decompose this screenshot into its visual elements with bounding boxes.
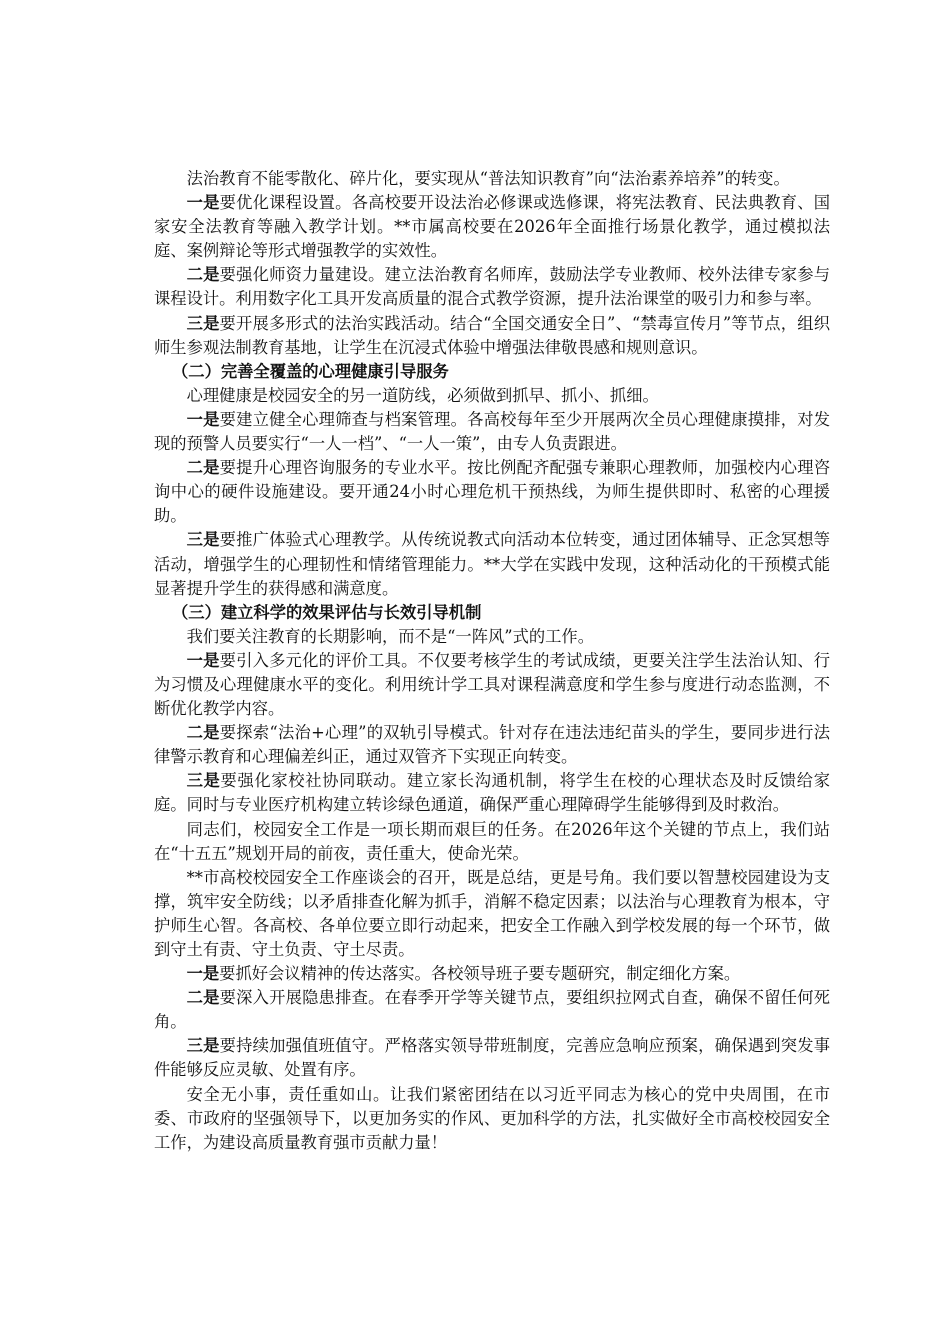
paragraph-text: **市高校校园安全工作座谈会的召开，既是总结，更是号角。我们要以智慧校园建设为支撑，筑牢安全防线；以矛盾排查化解为抓手，消解不稳定因素；以法治与心理教育为根本，守护师生心智。各高校、各单位要立即行动起来，把安全工作融入到学校发展的每一个环节，做到守土有责、守土负责、守土尽责。 [154,867,830,959]
paragraph [154,312,830,360]
paragraph [154,649,830,721]
section-heading: （二）完善全覆盖的心理健康引导服务 [172,361,449,381]
paragraph-text: 要强化师资力量建设。建立法治教育名师库，鼓励法学专业教师、校外法律专家参与课程设计。利用数字化工具开发高质量的混合式教学资源，提升法治课堂的吸引力和参与率。 [154,265,830,309]
paragraph [154,1083,830,1155]
paragraph-lead: 一是 [186,964,220,984]
paragraph [154,408,830,456]
paragraph [154,625,830,649]
paragraph-text: 要持续加强值班值守。严格落实领导带班制度，完善应急响应预案，确保遇到突发事件能够反应灵敏、处置有序。 [154,1036,830,1080]
paragraph-text: 要探索“法治+心理”的双轨引导模式。针对存在违法违纪苗头的学生，要同步进行法律警示教育和心理偏差纠正，通过双管齐下实现正向转变。 [154,723,830,767]
paragraph-lead: 一是 [186,193,220,213]
paragraph-text: 我们要关注教育的长期影响，而不是“一阵风”式的工作。 [186,626,594,646]
paragraph-text: 要推广体验式心理教学。从传统说教式向活动本位转变，通过团体辅导、正念冥想等活动，增强学生的心理韧性和情绪管理能力。**大学在实践中发现，这种活动化的干预模式能显著提升学生的获得感和满意度。 [154,530,830,598]
paragraph-lead: 一是 [186,650,220,670]
paragraph-lead: 三是 [186,313,220,333]
paragraph-text: 要强化家校社协同联动。建立家长沟通机制，将学生在校的心理状态及时反馈给家庭。同时与专业医疗机构建立转诊绿色通道，确保严重心理障碍学生能够得到及时救治。 [154,771,830,815]
document-body [154,167,830,1155]
paragraph-text: 心理健康是校园安全的另一道防线，必须做到抓早、抓小、抓细。 [186,385,659,405]
paragraph-lead: 二是 [186,458,220,478]
paragraph-text: 安全无小事，责任重如山。让我们紧密团结在以习近平同志为核心的党中央周围，在市委、市政府的坚强领导下，以更加务实的作风、更加科学的方法，扎实做好全市高校校园安全工作，为建设高质量教育强市贡献力量！ [154,1084,830,1152]
paragraph-text: 要深入开展隐患排查。在春季开学等关键节点，要组织拉网式自查，确保不留任何死角。 [154,988,830,1032]
paragraph-text: 要建立健全心理筛查与档案管理。各高校每年至少开展两次全员心理健康摸排，对发现的预警人员要实行“一人一档”、“一人一策”，由专人负责跟进。 [154,409,830,454]
section-heading: （三）建立科学的效果评估与长效引导机制 [172,602,482,622]
paragraph [154,721,830,769]
paragraph-text: 要提升心理咨询服务的专业水平。按比例配齐配强专兼职心理教师，加强校内心理咨询中心的硬件设施建设。要开通24小时心理危机干预热线，为师生提供即时、私密的心理援助。 [154,458,830,526]
paragraph [154,384,830,408]
paragraph [154,818,830,866]
paragraph [154,263,830,311]
paragraph-text: 同志们，校园安全工作是一项长期而艰巨的任务。在2026年这个关键的节点上，我们站在“十五五”规划开局的前夜，责任重大，使命光荣。 [154,819,830,863]
paragraph-lead: 一是 [186,409,220,429]
paragraph-lead: 二是 [186,265,220,285]
paragraph-lead: 二是 [186,723,220,743]
paragraph-lead: 二是 [186,988,220,1008]
paragraph-text: 法治教育不能零散化、碎片化，要实现从“普法知识教育”向“法治素养培养”的转变。 [186,169,790,188]
paragraph [154,456,830,528]
paragraph-text: 要引入多元化的评价工具。不仅要考核学生的考试成绩，更要关注学生法治认知、行为习惯及心理健康水平的变化。利用统计学工具对课程满意度和学生参与度进行动态监测，不断优化教学内容。 [154,650,830,719]
paragraph-text: 要抓好会议精神的传达落实。各校领导班子要专题研究，制定细化方案。 [219,964,741,984]
paragraph-text: 要开展多形式的法治实践活动。结合“全国交通安全日”、“禁毒宣传月”等节点，组织师生参观法制教育基地，让学生在沉浸式体验中增强法律敬畏感和规则意识。 [154,313,830,357]
paragraph-lead: 三是 [186,771,221,791]
paragraph [154,986,830,1034]
paragraph [154,191,830,263]
paragraph [154,962,830,986]
paragraph [154,1034,830,1082]
paragraph [154,769,830,817]
paragraph [154,167,830,191]
paragraph [154,528,830,600]
paragraph-lead: 三是 [186,1036,220,1056]
paragraph-lead: 三是 [186,530,220,550]
paragraph [154,866,830,962]
paragraph-text: 要优化课程设置。各高校要开设法治必修课或选修课，将宪法教育、民法典教育、国家安全法教育等融入教学计划。**市属高校要在2026年全面推行场景化教学，通过模拟法庭、案例辩论等形式增强教学的实效性。 [154,193,830,261]
